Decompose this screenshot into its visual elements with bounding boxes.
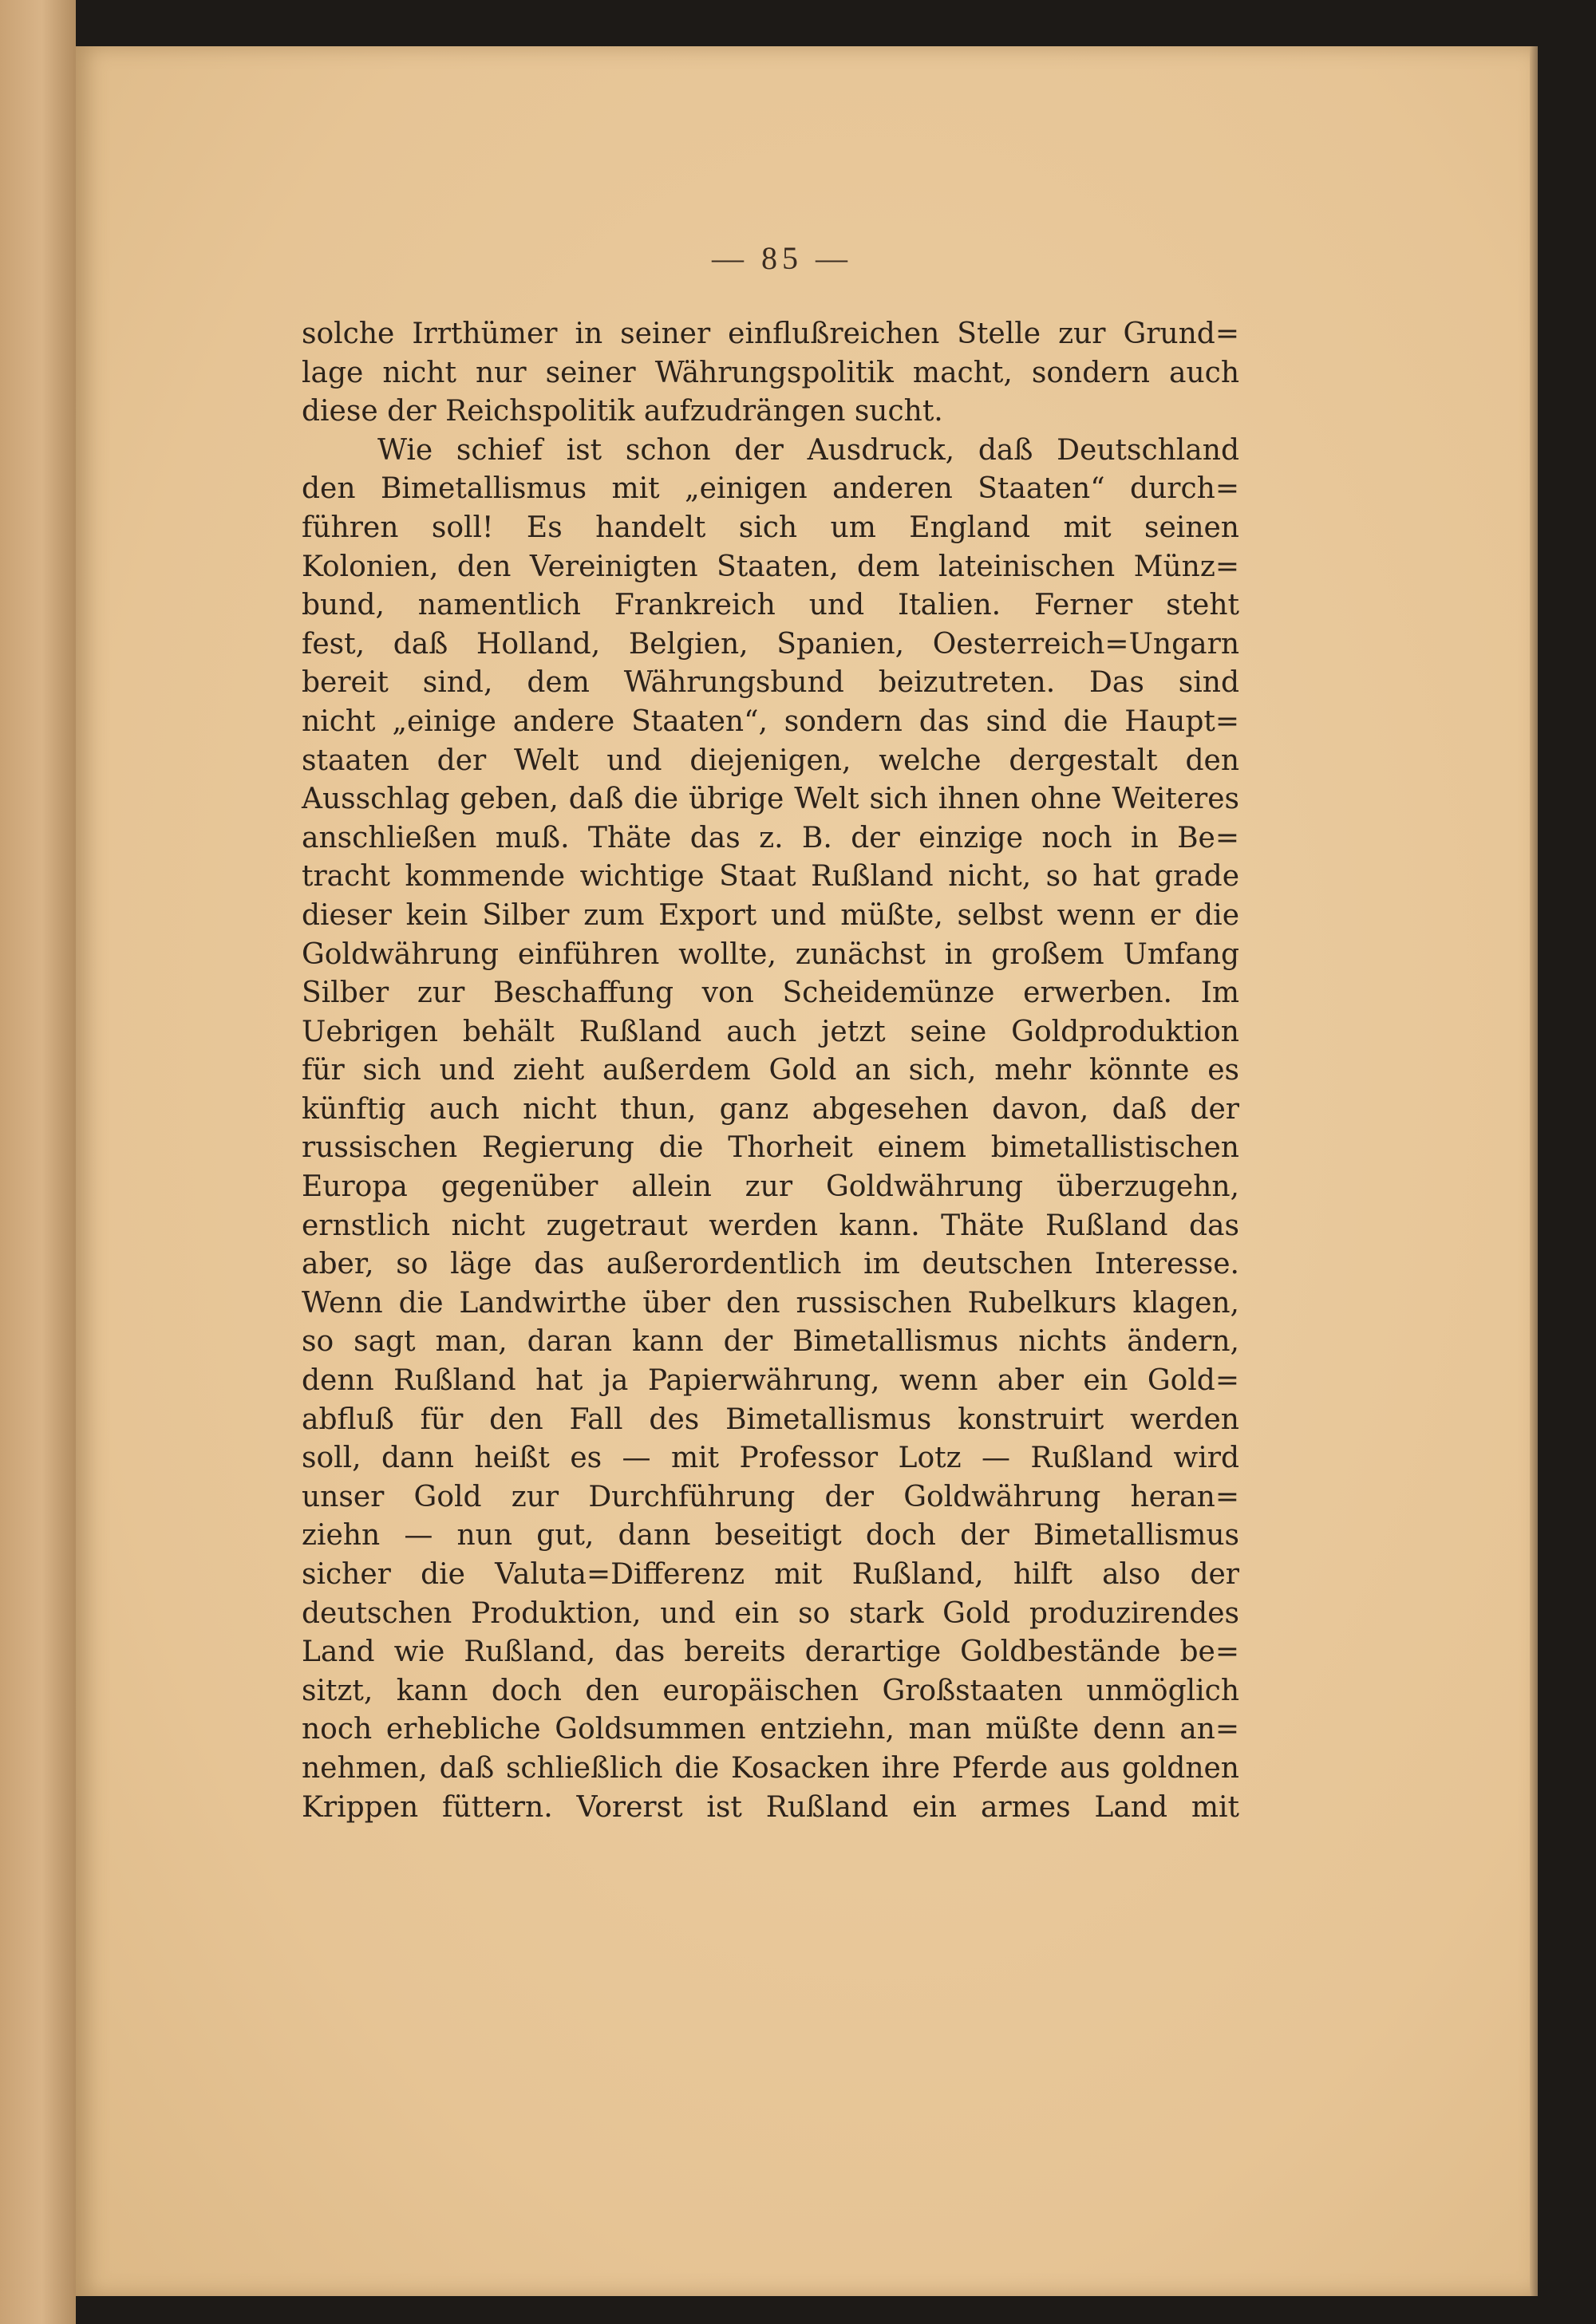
body-text: [302, 315, 1239, 1827]
text-line: abfluß für den Fall des Bimetallismus konstruirt werden: [302, 1403, 1239, 1436]
text-line: diese der Reichspolitik aufzudrängen sucht.: [302, 395, 943, 428]
book-spine: [0, 0, 76, 2324]
text-line: Wie schief ist schon der Ausdruck, daß Deutschland: [377, 433, 1239, 467]
text-line: denn Rußland hat ja Papierwährung, wenn aber ein Gold=: [302, 1364, 1239, 1398]
text-line: Krippen füttern. Vorerst ist Rußland ein armes Land mit: [302, 1790, 1239, 1824]
text-line: ernstlich nicht zugetraut werden kann. Thäte Rußland das: [302, 1209, 1239, 1242]
text-line: so sagt man, daran kann der Bimetallismus nichts ändern,: [302, 1325, 1239, 1359]
text-line: den Bimetallismus mit „einigen anderen Staaten“ durch=: [302, 472, 1239, 506]
text-line: anschließen muß. Thäte das z. B. der einzige noch in Be=: [302, 821, 1239, 854]
text-line: deutschen Produktion, und ein so stark Gold produzirendes: [302, 1596, 1239, 1630]
text-line: Silber zur Beschaffung von Scheidemünze erwerben. Im: [302, 977, 1239, 1010]
page-edge: [1530, 46, 1538, 2296]
text-line: solche Irrthümer in seiner einflußreichen Stelle zur Grund=: [302, 318, 1239, 350]
text-line: Wenn die Landwirthe über den russischen Rubelkurs klagen,: [302, 1286, 1239, 1320]
text-line: für sich und zieht außerdem Gold an sich, mehr könnte es: [302, 1054, 1239, 1087]
text-line: sicher die Valuta=Differenz mit Rußland, hilft also der: [302, 1558, 1239, 1591]
text-line: fest, daß Holland, Belgien, Spanien, Oesterreich=Ungarn: [302, 627, 1239, 661]
text-line: Land wie Rußland, das bereits derartige Goldbestände be=: [302, 1635, 1239, 1669]
text-line: Ausschlag geben, daß die übrige Welt sich ihnen ohne Weiteres: [302, 783, 1239, 816]
text-line: aber, so läge das außerordentlich im deutschen Interesse.: [302, 1248, 1239, 1281]
text-line: russischen Regierung die Thorheit einem bimetallistischen: [302, 1131, 1239, 1165]
text-line: unser Gold zur Durchführung der Goldwährung heran=: [302, 1480, 1239, 1513]
text-line: ziehn — nun gut, dann beseitigt doch der Bimetallismus: [302, 1519, 1239, 1553]
page-number: — 85 —: [712, 240, 852, 276]
text-line: Uebrigen behält Rußland auch jetzt seine Goldproduktion: [302, 1015, 1239, 1048]
text-line: bund, namentlich Frankreich und Italien. Ferner steht: [302, 589, 1239, 622]
text-line: tracht kommende wichtige Staat Rußland nicht, so hat grade: [302, 860, 1239, 894]
text-line: lage nicht nur seiner Währungspolitik macht, sondern auch: [302, 356, 1239, 389]
text-line: sitzt, kann doch den europäischen Großstaaten unmöglich: [302, 1674, 1239, 1707]
text-line: Goldwährung einführen wollte, zunächst in großem Umfang: [302, 937, 1239, 971]
text-line: soll, dann heißt es — mit Professor Lotz — Rußland wird: [302, 1442, 1239, 1475]
text-line: dieser kein Silber zum Export und müßte, selbst wenn er die: [302, 898, 1239, 932]
text-line: bereit sind, dem Währungsbund beizutreten. Das sind: [302, 666, 1239, 700]
text-line: Europa gegenüber allein zur Goldwährung überzugehn,: [302, 1170, 1239, 1204]
text-line: führen soll! Es handelt sich um England mit seinen: [302, 511, 1239, 544]
text-line: staaten der Welt und diejenigen, welche dergestalt den: [302, 744, 1239, 777]
text-line: künftig auch nicht thun, ganz abgesehen davon, daß der: [302, 1092, 1239, 1126]
text-line: nicht „einige andere Staaten“, sondern das sind die Haupt=: [302, 704, 1239, 738]
text-line: Kolonien, den Vereinigten Staaten, dem lateinischen Münz=: [302, 550, 1239, 583]
text-line: nehmen, daß schließlich die Kosacken ihre Pferde aus goldnen: [302, 1751, 1239, 1785]
text-line: noch erhebliche Goldsummen entziehn, man müßte denn an=: [302, 1713, 1239, 1746]
